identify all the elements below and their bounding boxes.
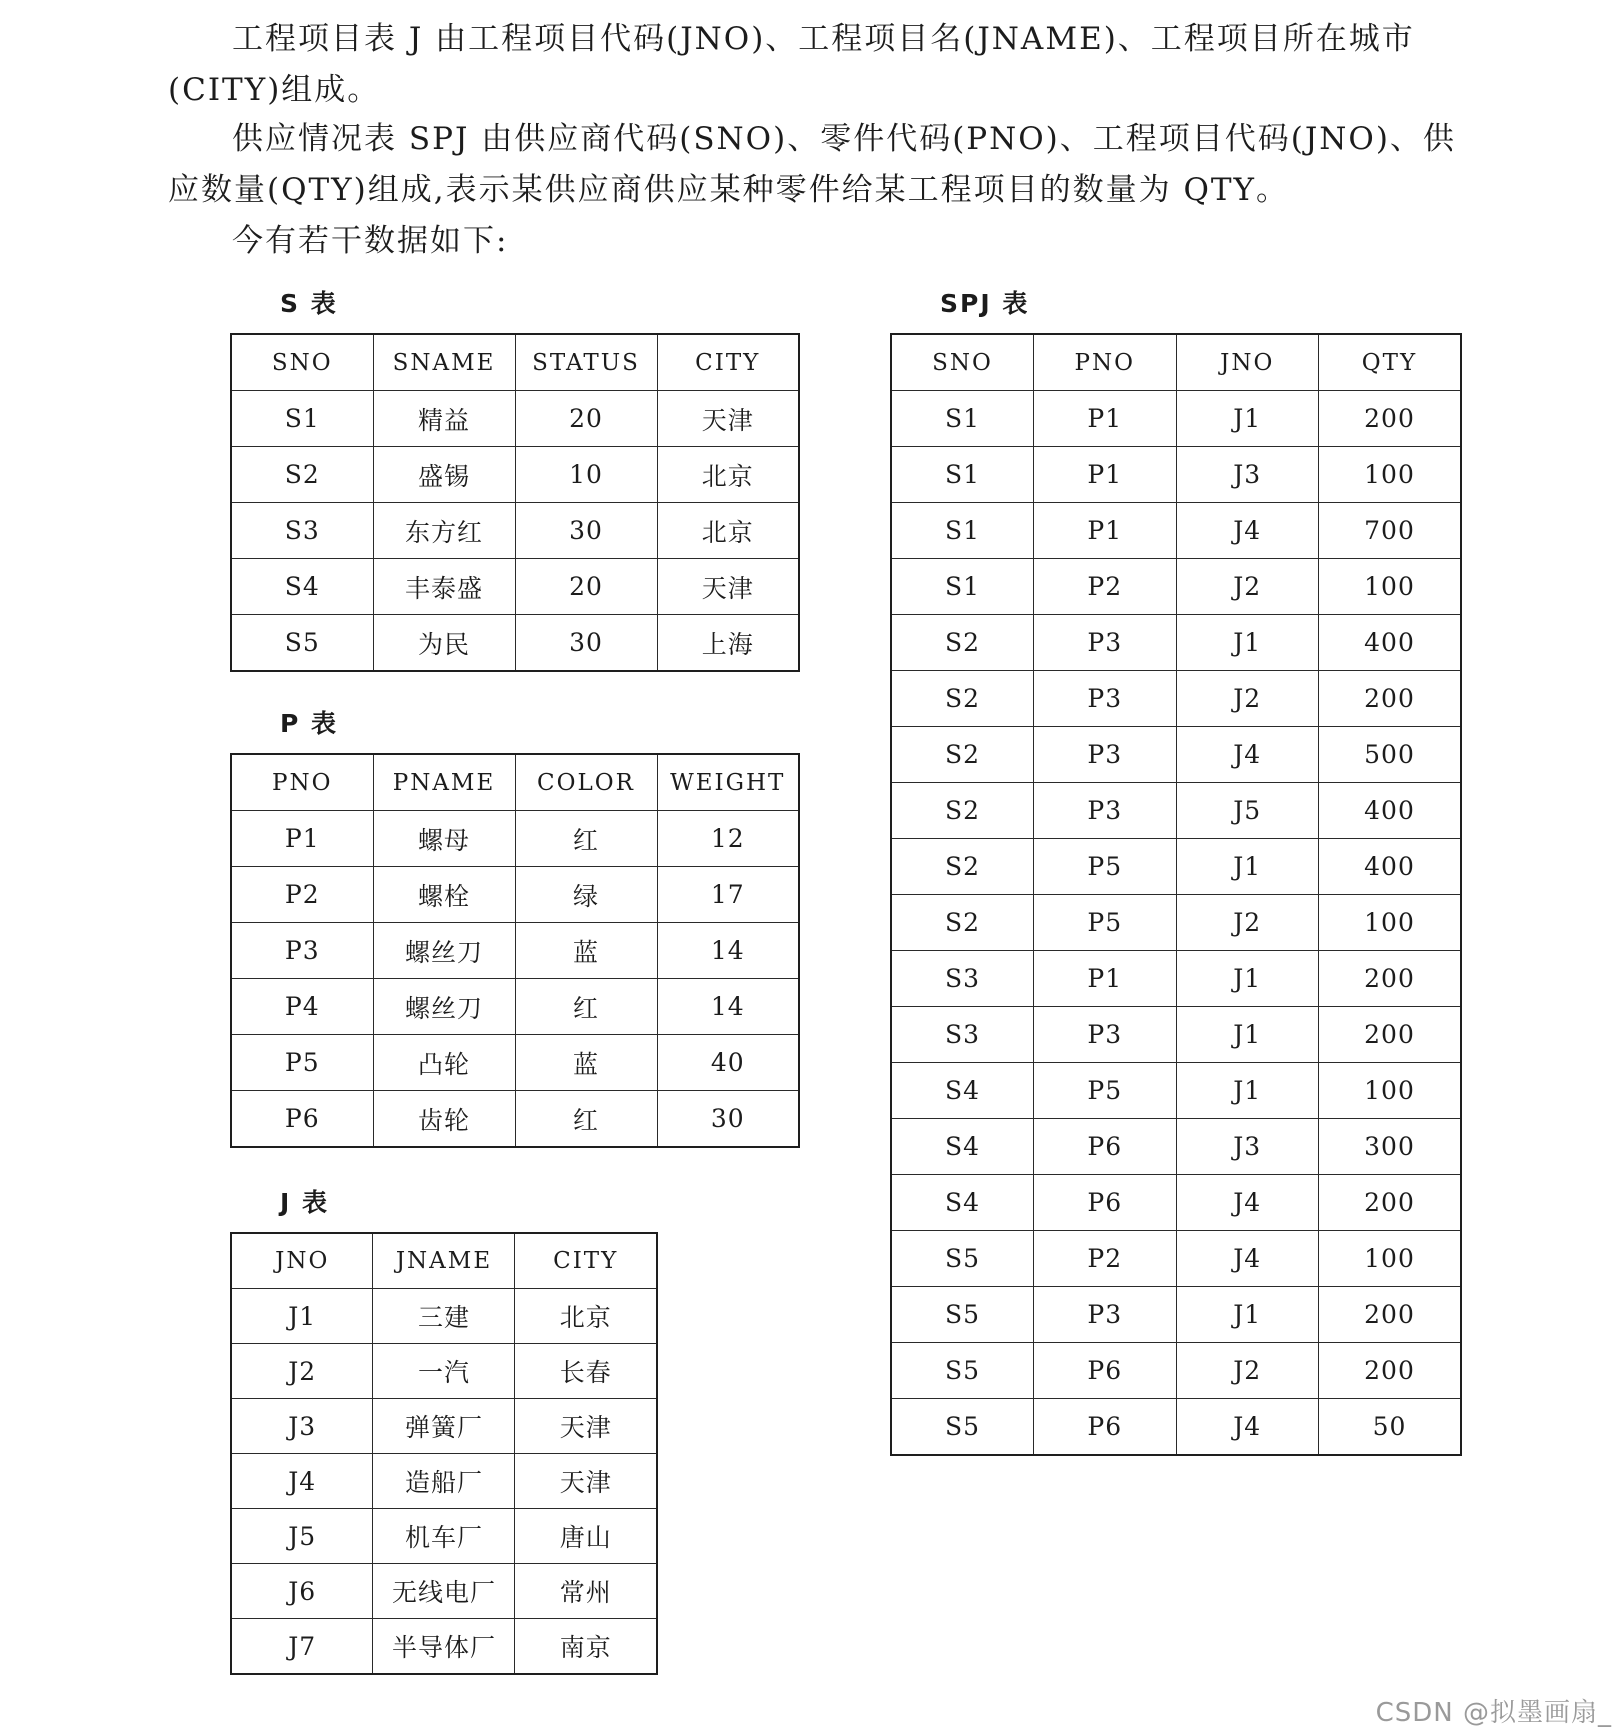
table-cell: S1 xyxy=(231,391,373,447)
table-row xyxy=(231,1564,657,1619)
table-row xyxy=(891,1399,1461,1456)
table-cell: 红 xyxy=(515,1091,657,1148)
table-cell: 300 xyxy=(1319,1119,1462,1175)
table-cell: J1 xyxy=(1176,1063,1319,1119)
table-cell: S2 xyxy=(231,447,373,503)
table-cell: P3 xyxy=(1034,783,1177,839)
table-cell: 为民 xyxy=(373,615,515,672)
table-cell: P1 xyxy=(1034,391,1177,447)
table-row xyxy=(231,1509,657,1564)
table-row xyxy=(231,615,799,672)
table-cell: P5 xyxy=(1034,1063,1177,1119)
table-cell: P1 xyxy=(1034,503,1177,559)
table-cell: 蓝 xyxy=(515,923,657,979)
table-row xyxy=(891,783,1461,839)
table-cell: 常州 xyxy=(515,1564,657,1619)
table-row xyxy=(891,447,1461,503)
table-row xyxy=(231,559,799,615)
table-cell: J1 xyxy=(1176,1287,1319,1343)
table-cell: 100 xyxy=(1319,895,1462,951)
table-cell: 三建 xyxy=(373,1289,515,1344)
table-cell: 凸轮 xyxy=(373,1035,515,1091)
table-row xyxy=(891,895,1461,951)
table-cell: S3 xyxy=(891,1007,1034,1063)
table-cell: 100 xyxy=(1319,1063,1462,1119)
table-row xyxy=(231,447,799,503)
table-row xyxy=(231,1289,657,1344)
table-cell: S4 xyxy=(891,1175,1034,1231)
table-cell: P2 xyxy=(1034,559,1177,615)
intro-paragraph-data: 今有若干数据如下: xyxy=(232,223,509,259)
table-cell: P6 xyxy=(231,1091,373,1148)
table-cell: P5 xyxy=(231,1035,373,1091)
table-cell: J2 xyxy=(1176,559,1319,615)
table-cell: S2 xyxy=(891,671,1034,727)
table-cell: 700 xyxy=(1319,503,1462,559)
table-cell: 唐山 xyxy=(515,1509,657,1564)
table-cell: J1 xyxy=(1176,951,1319,1007)
table-cell: J4 xyxy=(1176,727,1319,783)
table-cell: 一汽 xyxy=(373,1344,515,1399)
column-header: JNO xyxy=(1176,334,1319,391)
table-row xyxy=(231,979,799,1035)
table-cell: 20 xyxy=(515,391,657,447)
spj-table xyxy=(890,333,1462,1456)
table-cell: 200 xyxy=(1319,671,1462,727)
table-row xyxy=(891,1063,1461,1119)
table-row xyxy=(891,727,1461,783)
table-row xyxy=(891,503,1461,559)
table-cell: 100 xyxy=(1319,559,1462,615)
table-cell: P3 xyxy=(1034,671,1177,727)
table-row xyxy=(891,1343,1461,1399)
table-cell: P1 xyxy=(1034,447,1177,503)
table-cell: 12 xyxy=(657,811,799,867)
table-cell: 天津 xyxy=(515,1454,657,1509)
intro-paragraph-spj-table: 供应情况表 SPJ 由供应商代码(SNO)、零件代码(PNO)、工程项目代码(JNO)、供应数量(QTY)组成,表示某供应商供应某种零件给某工程项目的数量为 QTY。 xyxy=(168,121,1456,208)
table-cell: J2 xyxy=(1176,671,1319,727)
table-cell: J1 xyxy=(1176,615,1319,671)
table-row xyxy=(891,839,1461,895)
header-row xyxy=(891,334,1461,391)
table-cell: J6 xyxy=(231,1564,373,1619)
column-header: JNO xyxy=(231,1233,373,1289)
table-cell: 17 xyxy=(657,867,799,923)
table-cell: 螺母 xyxy=(373,811,515,867)
table-cell: 机车厂 xyxy=(373,1509,515,1564)
table-cell: 100 xyxy=(1319,1231,1462,1287)
column-header: SNO xyxy=(231,334,373,391)
table-cell: J4 xyxy=(1176,503,1319,559)
table-cell: S4 xyxy=(891,1119,1034,1175)
table-cell: 南京 xyxy=(515,1619,657,1675)
table-cell: J2 xyxy=(1176,895,1319,951)
table-cell: S5 xyxy=(891,1287,1034,1343)
table-cell: 100 xyxy=(1319,447,1462,503)
table-cell: 400 xyxy=(1319,615,1462,671)
table-cell: J4 xyxy=(1176,1175,1319,1231)
table-cell: 200 xyxy=(1319,1175,1462,1231)
table-row xyxy=(891,1175,1461,1231)
table-cell: 400 xyxy=(1319,783,1462,839)
table-cell: 30 xyxy=(657,1091,799,1148)
table-cell: 上海 xyxy=(657,615,799,672)
table-cell: P3 xyxy=(231,923,373,979)
table-cell: P2 xyxy=(1034,1231,1177,1287)
table-cell: J2 xyxy=(1176,1343,1319,1399)
table-cell: S2 xyxy=(891,895,1034,951)
table-row xyxy=(891,1119,1461,1175)
table-cell: 400 xyxy=(1319,839,1462,895)
table-cell: 天津 xyxy=(657,391,799,447)
column-header: CITY xyxy=(515,1233,657,1289)
table-row xyxy=(891,1231,1461,1287)
table-cell: 10 xyxy=(515,447,657,503)
table-row xyxy=(891,391,1461,447)
table-cell: P6 xyxy=(1034,1175,1177,1231)
column-header: JNAME xyxy=(373,1233,515,1289)
table-cell: J3 xyxy=(1176,447,1319,503)
j-table-title: J 表 xyxy=(280,1188,330,1217)
table-cell: S3 xyxy=(891,951,1034,1007)
table-cell: J1 xyxy=(1176,1007,1319,1063)
header-row xyxy=(231,754,799,811)
intro-paragraph-j-table: 工程项目表 J 由工程项目代码(JNO)、工程项目名(JNAME)、工程项目所在城市(CITY)组成。 xyxy=(168,21,1415,108)
spj-table-title: SPJ 表 xyxy=(940,289,1030,318)
table-cell: 北京 xyxy=(515,1289,657,1344)
table-cell: 30 xyxy=(515,503,657,559)
table-cell: 200 xyxy=(1319,951,1462,1007)
column-header: SNAME xyxy=(373,334,515,391)
p-table-title: P 表 xyxy=(280,709,339,738)
j-table xyxy=(230,1232,658,1675)
table-cell: 丰泰盛 xyxy=(373,559,515,615)
table-row xyxy=(891,1007,1461,1063)
table-cell: J4 xyxy=(1176,1231,1319,1287)
column-header: WEIGHT xyxy=(657,754,799,811)
table-row xyxy=(231,1399,657,1454)
table-cell: 造船厂 xyxy=(373,1454,515,1509)
table-cell: P5 xyxy=(1034,895,1177,951)
table-cell: J3 xyxy=(1176,1119,1319,1175)
watermark: CSDN @拟墨画扇_ xyxy=(1375,1698,1612,1728)
table-cell: 500 xyxy=(1319,727,1462,783)
column-header: CITY xyxy=(657,334,799,391)
table-cell: J5 xyxy=(231,1509,373,1564)
column-header: PNO xyxy=(1034,334,1177,391)
table-cell: 14 xyxy=(657,979,799,1035)
table-cell: 200 xyxy=(1319,1287,1462,1343)
table-cell: 精益 xyxy=(373,391,515,447)
table-cell: 北京 xyxy=(657,447,799,503)
column-header: STATUS xyxy=(515,334,657,391)
table-cell: 14 xyxy=(657,923,799,979)
table-cell: S3 xyxy=(231,503,373,559)
table-cell: 北京 xyxy=(657,503,799,559)
table-cell: 200 xyxy=(1319,1007,1462,1063)
table-cell: 东方红 xyxy=(373,503,515,559)
table-cell: P3 xyxy=(1034,1287,1177,1343)
table-cell: S1 xyxy=(891,391,1034,447)
table-cell: 长春 xyxy=(515,1344,657,1399)
table-cell: S5 xyxy=(891,1231,1034,1287)
table-cell: J4 xyxy=(231,1454,373,1509)
table-cell: S2 xyxy=(891,727,1034,783)
table-cell: 半导体厂 xyxy=(373,1619,515,1675)
table-cell: 30 xyxy=(515,615,657,672)
column-header: COLOR xyxy=(515,754,657,811)
table-row xyxy=(891,615,1461,671)
column-header: QTY xyxy=(1319,334,1462,391)
table-row xyxy=(231,923,799,979)
column-header: PNO xyxy=(231,754,373,811)
table-row xyxy=(231,1619,657,1675)
table-row xyxy=(231,867,799,923)
table-cell: S1 xyxy=(891,503,1034,559)
table-row xyxy=(891,671,1461,727)
table-cell: S2 xyxy=(891,615,1034,671)
table-cell: S4 xyxy=(231,559,373,615)
table-cell: S1 xyxy=(891,447,1034,503)
header-row xyxy=(231,334,799,391)
table-cell: 红 xyxy=(515,811,657,867)
table-row xyxy=(231,1344,657,1399)
table-cell: S2 xyxy=(891,783,1034,839)
table-cell: J7 xyxy=(231,1619,373,1675)
table-cell: 天津 xyxy=(657,559,799,615)
table-cell: P5 xyxy=(1034,839,1177,895)
table-cell: P3 xyxy=(1034,727,1177,783)
table-cell: J4 xyxy=(1176,1399,1319,1456)
table-cell: J1 xyxy=(1176,391,1319,447)
header-row xyxy=(231,1233,657,1289)
table-cell: J2 xyxy=(231,1344,373,1399)
table-cell: P2 xyxy=(231,867,373,923)
table-cell: 40 xyxy=(657,1035,799,1091)
table-cell: S5 xyxy=(891,1399,1034,1456)
table-cell: 红 xyxy=(515,979,657,1035)
table-cell: S5 xyxy=(231,615,373,672)
p-table xyxy=(230,753,800,1148)
table-row xyxy=(231,1091,799,1148)
table-cell: 200 xyxy=(1319,1343,1462,1399)
table-cell: P4 xyxy=(231,979,373,1035)
table-cell: 螺丝刀 xyxy=(373,923,515,979)
table-cell: P1 xyxy=(1034,951,1177,1007)
table-cell: J1 xyxy=(1176,839,1319,895)
table-cell: P6 xyxy=(1034,1119,1177,1175)
table-row xyxy=(891,951,1461,1007)
table-cell: S4 xyxy=(891,1063,1034,1119)
table-cell: 天津 xyxy=(515,1399,657,1454)
table-cell: 盛锡 xyxy=(373,447,515,503)
table-cell: 无线电厂 xyxy=(373,1564,515,1619)
table-row xyxy=(231,391,799,447)
table-row xyxy=(891,559,1461,615)
table-cell: 螺栓 xyxy=(373,867,515,923)
table-cell: J1 xyxy=(231,1289,373,1344)
table-cell: 200 xyxy=(1319,391,1462,447)
s-table-title: S 表 xyxy=(280,289,338,318)
table-cell: 齿轮 xyxy=(373,1091,515,1148)
table-cell: 蓝 xyxy=(515,1035,657,1091)
table-cell: J3 xyxy=(231,1399,373,1454)
table-row xyxy=(231,811,799,867)
table-row xyxy=(231,1454,657,1509)
table-cell: S1 xyxy=(891,559,1034,615)
column-header: PNAME xyxy=(373,754,515,811)
table-cell: S5 xyxy=(891,1343,1034,1399)
table-row xyxy=(891,1287,1461,1343)
table-cell: 弹簧厂 xyxy=(373,1399,515,1454)
table-row xyxy=(231,1035,799,1091)
table-cell: S2 xyxy=(891,839,1034,895)
table-cell: 螺丝刀 xyxy=(373,979,515,1035)
table-cell: P1 xyxy=(231,811,373,867)
s-table xyxy=(230,333,800,672)
table-cell: 绿 xyxy=(515,867,657,923)
table-cell: P6 xyxy=(1034,1399,1177,1456)
table-cell: P3 xyxy=(1034,615,1177,671)
table-cell: J5 xyxy=(1176,783,1319,839)
table-cell: 20 xyxy=(515,559,657,615)
column-header: SNO xyxy=(891,334,1034,391)
table-cell: P3 xyxy=(1034,1007,1177,1063)
table-cell: P6 xyxy=(1034,1343,1177,1399)
table-cell: 50 xyxy=(1319,1399,1462,1456)
table-row xyxy=(231,503,799,559)
